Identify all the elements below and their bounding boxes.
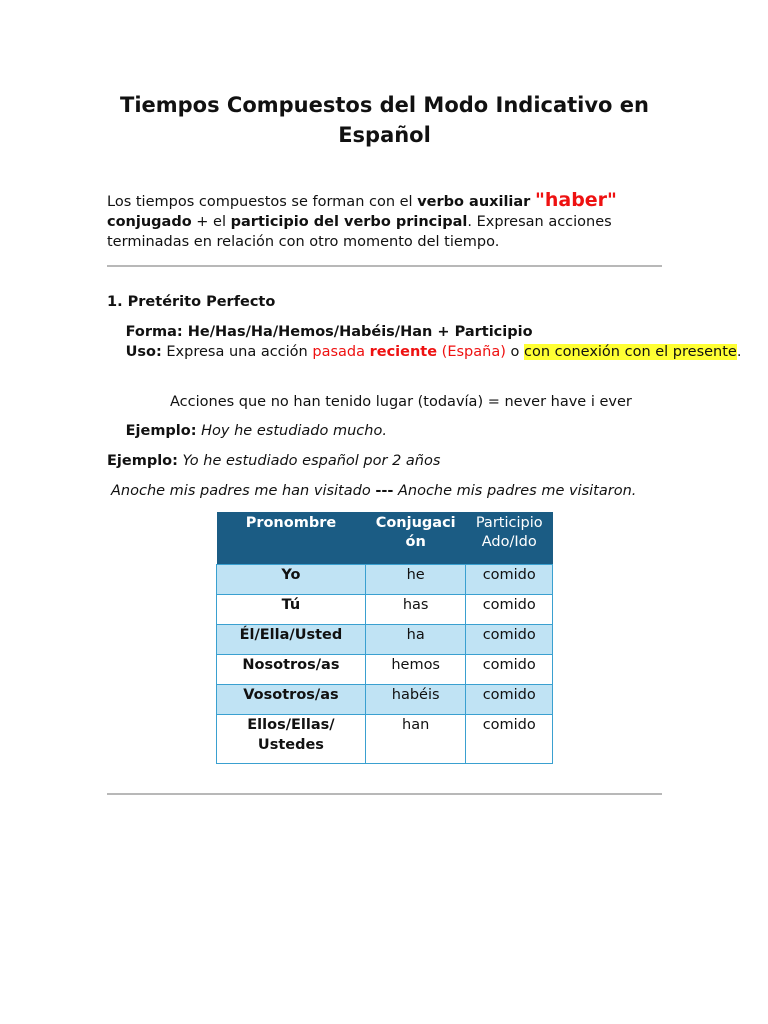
cell-participio: comido <box>466 565 553 595</box>
table-row <box>217 625 553 655</box>
cell-conjugacion: ha <box>365 625 466 655</box>
intro-bold-conjugado: conjugado <box>107 214 192 230</box>
divider-top <box>107 265 662 267</box>
cell-participio: comido <box>466 685 553 715</box>
intro-text-2: + el <box>191 214 231 230</box>
anoche-text-1: Anoche mis padres me han visitado <box>111 483 376 499</box>
ejemplo1-line <box>107 421 667 441</box>
cell-pronombre: Yo <box>217 565 366 595</box>
intro-text-3: . Expresan acciones terminadas en relación con otro momento del tiempo. <box>107 214 612 250</box>
forma-text: He/Has/Ha/Hemos/Habéis/Han + Participio <box>182 324 533 340</box>
cell-pronombre: Tú <box>217 595 366 625</box>
intro-bold-auxiliar: verbo auxiliar <box>417 194 531 210</box>
uso-label: Uso: <box>125 344 162 360</box>
intro-text-1: Los tiempos compuestos se forman con el <box>107 194 418 210</box>
anoche-line <box>111 481 671 501</box>
conjugation-table <box>216 512 553 764</box>
table-header-row <box>217 512 553 565</box>
header-pronombre: Pronombre <box>217 512 366 565</box>
uso-line <box>107 342 742 362</box>
intro-paragraph <box>107 190 662 252</box>
cell-participio: comido <box>466 625 553 655</box>
uso-highlight: con conexión con el presente <box>523 344 737 360</box>
forma-line <box>107 322 667 342</box>
anoche-text-2: Anoche mis padres me visitaron. <box>393 483 637 499</box>
cell-participio: comido <box>466 595 553 625</box>
cell-pronombre: Él/Ella/Usted <box>217 625 366 655</box>
ejemplo2-label: Ejemplo: <box>107 453 178 469</box>
cell-pronombre: Vosotros/as <box>217 685 366 715</box>
table-row <box>217 685 553 715</box>
cell-pronombre: Ellos/Ellas/ Ustedes <box>217 715 366 764</box>
intro-bold-participio: participio del verbo principal <box>230 214 468 230</box>
uso-red-reciente: reciente <box>369 344 438 360</box>
header-conjugacion: Conjugaci ón <box>365 512 466 565</box>
uso-text-2: o <box>505 344 524 360</box>
ejemplo1-text: Hoy he estudiado mucho. <box>196 423 387 439</box>
intro-haber: "haber" <box>534 189 617 211</box>
cell-conjugacion: has <box>365 595 466 625</box>
page-title: Tiempos Compuestos del Modo Indicativo en Español <box>120 93 649 147</box>
table-row <box>217 565 553 595</box>
uso-red-espana: (España) <box>437 344 506 360</box>
cell-conjugacion: hemos <box>365 655 466 685</box>
cell-participio: comido <box>466 715 553 764</box>
anoche-separator: --- <box>375 483 394 499</box>
table-row <box>217 655 553 685</box>
uso-end: . <box>736 344 742 360</box>
cell-pronombre: Nosotros/as <box>217 655 366 685</box>
cell-participio: comido <box>466 655 553 685</box>
header-participio: Participio Ado/Ido <box>466 512 553 565</box>
uso-red-pasada: pasada <box>312 344 370 360</box>
cell-conjugacion: habéis <box>365 685 466 715</box>
section-heading: 1. Pretérito Perfecto <box>107 294 276 310</box>
ejemplo2-line <box>107 451 667 471</box>
ejemplo1-label: Ejemplo: <box>125 423 197 439</box>
cell-conjugacion: han <box>365 715 466 764</box>
acciones-line: Acciones que no han tenido lugar (todavía) = never have i ever <box>170 394 632 410</box>
ejemplo2-text: Yo he estudiado español por 2 años <box>177 453 441 469</box>
table-row <box>217 715 553 764</box>
divider-bottom <box>107 793 662 795</box>
forma-label: Forma: <box>125 324 183 340</box>
table-row <box>217 595 553 625</box>
uso-text-1: Expresa una acción <box>161 344 313 360</box>
cell-conjugacion: he <box>365 565 466 595</box>
